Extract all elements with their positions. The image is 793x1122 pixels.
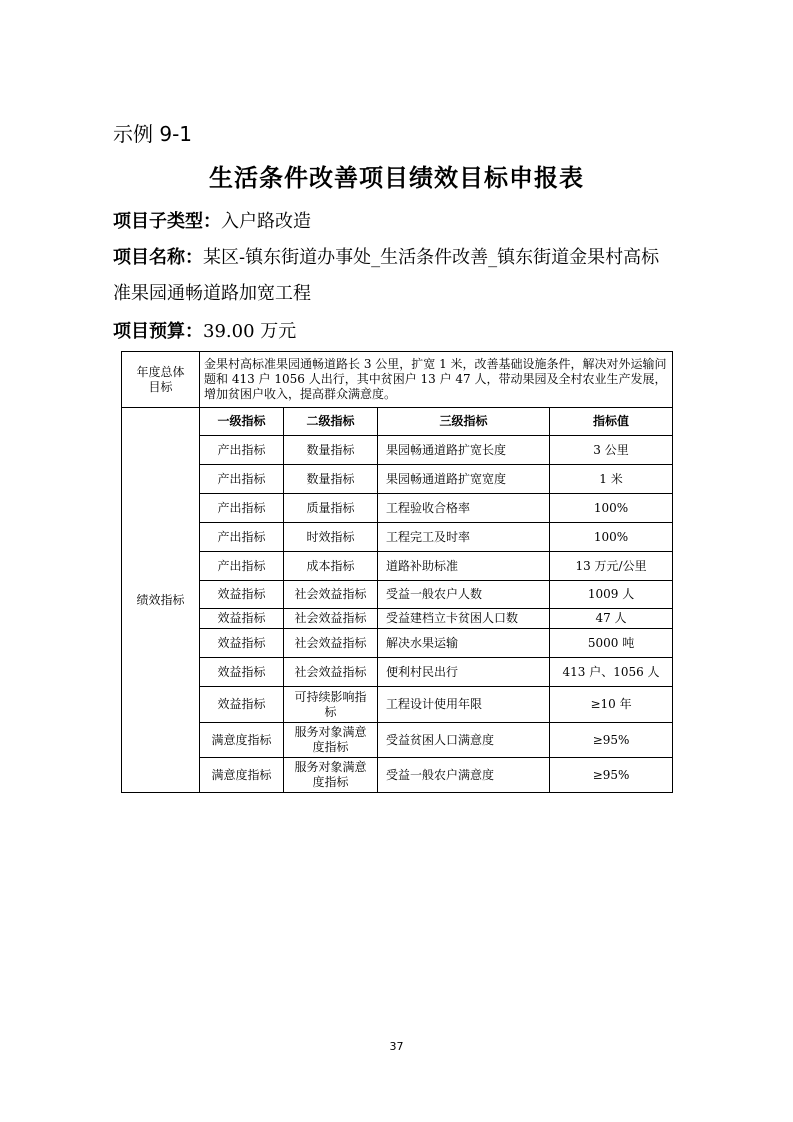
table-row: [122, 523, 673, 552]
value-cell: 5000 吨: [550, 629, 673, 658]
level1-cell: 产出指标: [200, 523, 284, 552]
value-cell: 1 米: [550, 465, 673, 494]
value-cell: 3 公里: [550, 436, 673, 465]
level2-cell: 社会效益指标: [284, 581, 378, 609]
goal-row: [122, 352, 673, 408]
level2-cell: 时效指标: [284, 523, 378, 552]
level1-cell: 满意度指标: [200, 758, 284, 793]
value-cell: ≥95%: [550, 723, 673, 758]
value-cell: 47 人: [550, 609, 673, 629]
table-row: [122, 687, 673, 723]
project-subtype: [113, 204, 693, 240]
goal-label-line2: 目标: [148, 379, 173, 394]
project-budget-value: 39.00 万元: [203, 321, 297, 342]
example-label: 示例 9-1: [113, 122, 193, 146]
level2-cell: 数量指标: [284, 436, 378, 465]
level2-cell: 质量指标: [284, 494, 378, 523]
page-number: 37: [389, 1040, 404, 1053]
level1-cell: 效益指标: [200, 658, 284, 687]
project-name: [113, 240, 693, 312]
value-cell: 100%: [550, 494, 673, 523]
table-row: [122, 494, 673, 523]
goal-label-line1: 年度总体: [136, 364, 185, 379]
project-subtype-label: 项目子类型：: [113, 211, 221, 232]
level3-cell: 工程验收合格率: [378, 494, 550, 523]
level3-cell: 便利村民出行: [378, 658, 550, 687]
level1-cell: 效益指标: [200, 629, 284, 658]
level3-cell: 道路补助标准: [378, 552, 550, 581]
level2-cell: 社会效益指标: [284, 609, 378, 629]
table-row: [122, 465, 673, 494]
project-name-label: 项目名称：: [113, 247, 203, 268]
level3-cell: 受益一般农户人数: [378, 581, 550, 609]
level2-cell: 可持续影响指标: [284, 687, 378, 723]
header-level2: 二级指标: [284, 408, 378, 436]
table-row: [122, 758, 673, 793]
header-row: [122, 408, 673, 436]
document-title: 生活条件改善项目绩效目标申报表: [209, 164, 584, 192]
value-cell: 100%: [550, 523, 673, 552]
level1-cell: 效益指标: [200, 687, 284, 723]
header-level1: 一级指标: [200, 408, 284, 436]
goal-label-cell: [122, 352, 200, 408]
level1-cell: 产出指标: [200, 494, 284, 523]
level3-cell: 工程完工及时率: [378, 523, 550, 552]
goal-text-cell: 金果村高标准果园通畅道路长 3 公里，扩宽 1 米，改善基础设施条件，解决对外运输问题和 413 户 1056 人出行，其中贫困户 13 户 47 人，带动果园及全村农业生产发展，增加贫困户收入，提高群众满意度。: [200, 352, 673, 408]
table-row: [122, 581, 673, 609]
project-name-value-line2: 准果园通畅道路加宽工程: [113, 283, 311, 304]
level3-cell: 果园畅通道路扩宽长度: [378, 436, 550, 465]
value-cell: ≥10 年: [550, 687, 673, 723]
level2-cell: 成本指标: [284, 552, 378, 581]
level3-cell: 解决水果运输: [378, 629, 550, 658]
level2-cell: 服务对象满意度指标: [284, 723, 378, 758]
value-cell: 13 万元/公里: [550, 552, 673, 581]
project-budget: [113, 314, 693, 350]
header-level3: 三级指标: [378, 408, 550, 436]
level3-cell: 受益一般农户满意度: [378, 758, 550, 793]
level3-cell: 工程设计使用年限: [378, 687, 550, 723]
value-cell: 413 户、1056 人: [550, 658, 673, 687]
level2-cell: 社会效益指标: [284, 629, 378, 658]
performance-table: [121, 351, 673, 793]
project-budget-label: 项目预算：: [113, 321, 203, 342]
level3-cell: 果园畅通道路扩宽宽度: [378, 465, 550, 494]
level1-cell: 效益指标: [200, 581, 284, 609]
value-cell: ≥95%: [550, 758, 673, 793]
project-name-value-line1: 某区-镇东街道办事处_生活条件改善_镇东街道金果村高标: [203, 247, 660, 268]
level2-cell: 数量指标: [284, 465, 378, 494]
level2-cell: 社会效益指标: [284, 658, 378, 687]
table-row: [122, 723, 673, 758]
table-row: [122, 658, 673, 687]
level1-cell: 产出指标: [200, 552, 284, 581]
project-subtype-value: 入户路改造: [221, 211, 311, 232]
level3-cell: 受益建档立卡贫困人口数: [378, 609, 550, 629]
level1-cell: 效益指标: [200, 609, 284, 629]
level1-cell: 产出指标: [200, 436, 284, 465]
level1-cell: 产出指标: [200, 465, 284, 494]
level1-cell: 满意度指标: [200, 723, 284, 758]
table-row: [122, 609, 673, 629]
table-row: [122, 629, 673, 658]
value-cell: 1009 人: [550, 581, 673, 609]
table-row: [122, 552, 673, 581]
perf-label-cell: 绩效指标: [122, 408, 200, 793]
table-row: [122, 436, 673, 465]
header-value: 指标值: [550, 408, 673, 436]
level2-cell: 服务对象满意度指标: [284, 758, 378, 793]
level3-cell: 受益贫困人口满意度: [378, 723, 550, 758]
